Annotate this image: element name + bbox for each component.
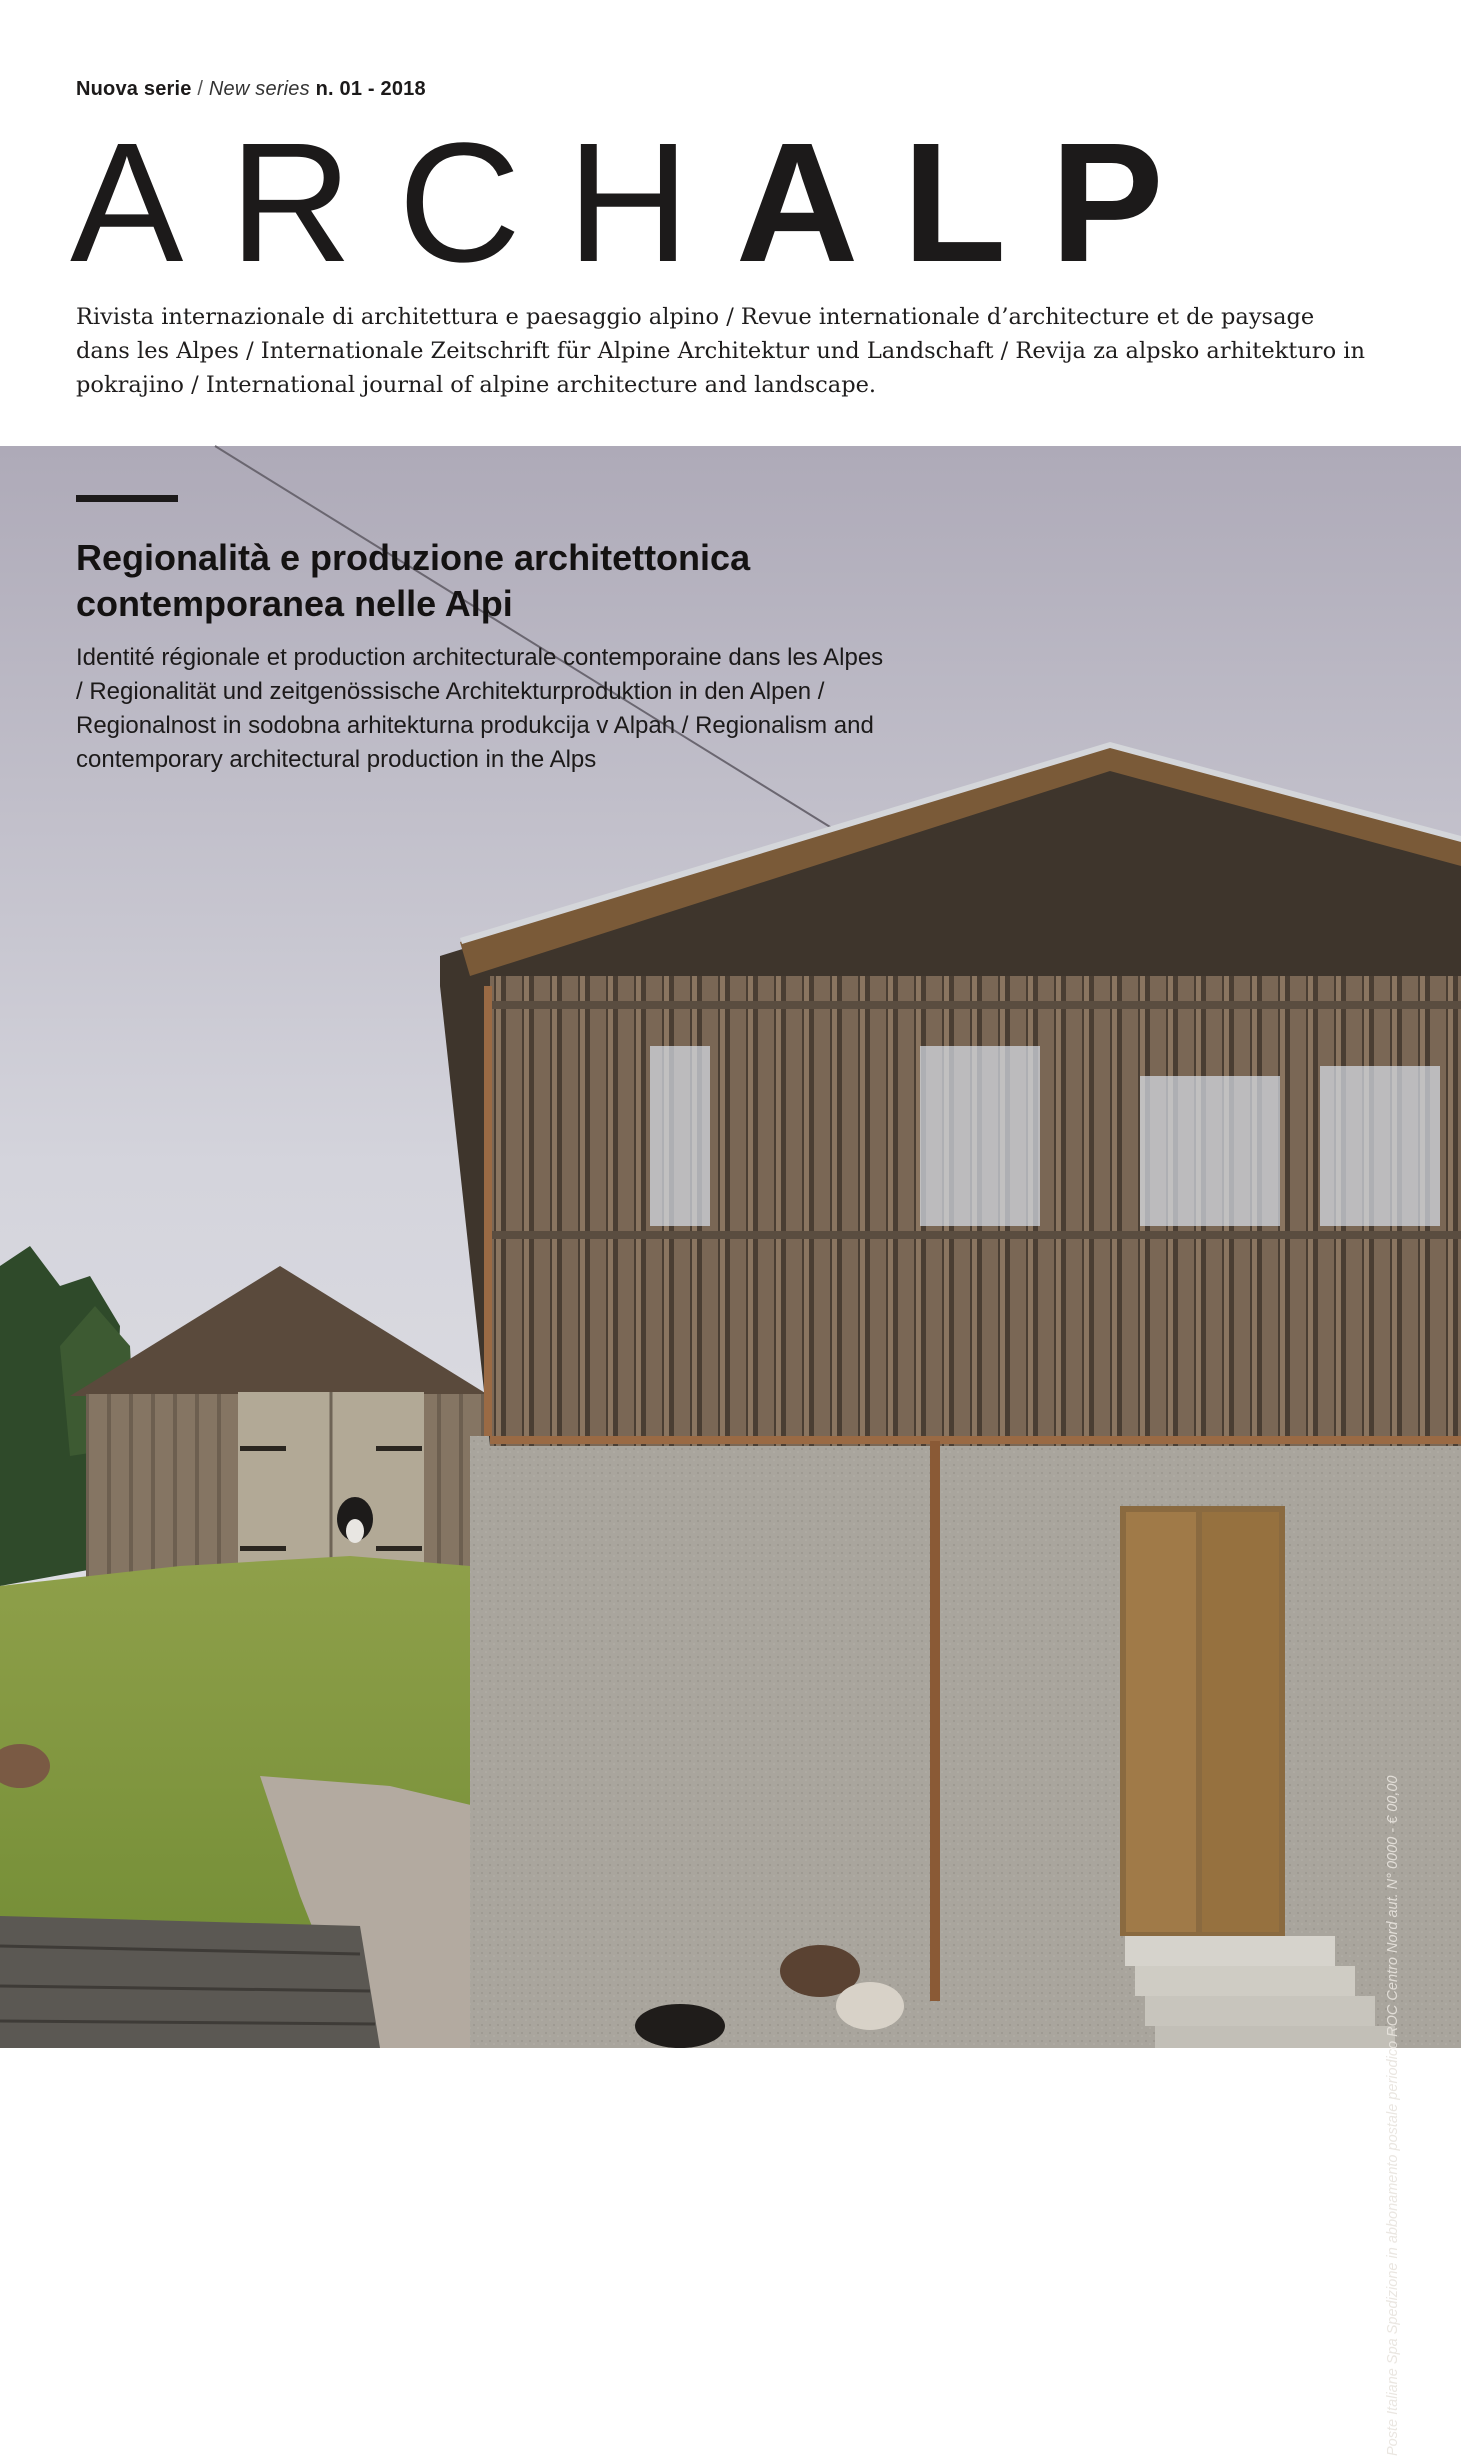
logo-light-part: ARCH bbox=[70, 108, 736, 298]
theme-title: Regionalità e produzione architettonica contemporanea nelle Alpi bbox=[76, 537, 751, 624]
series-label-it: Nuova serie bbox=[76, 78, 192, 100]
issue-line bbox=[76, 78, 426, 101]
cover-header bbox=[0, 0, 1461, 446]
series-label-en: New series bbox=[208, 78, 310, 100]
magazine-subtitle: Rivista internazionale di architettura e paesaggio alpino / Revue internationale d’architecture et de paysage dans les Alpes / Internationale Zeitschrift für Alpine Architektur und Landschaft / Revija za alpsko arhitekturo in pokrajino / International journal of alpine architecture and landscape. bbox=[76, 304, 1365, 398]
series-separator: / bbox=[197, 78, 204, 100]
issue-number: n. 01 - 2018 bbox=[315, 78, 426, 100]
logo-bold-part: ALP bbox=[735, 108, 1208, 298]
magazine-logo bbox=[70, 108, 1208, 298]
headline-rule bbox=[76, 495, 178, 502]
postal-notice: Poste Italiane Spa Spedizione in abbonamento postale periodico ROC Centro Nord aut. N° 0000 - € 00,00 bbox=[1385, 1775, 1401, 2456]
theme-translations: Identité régionale et production architecturale contemporaine dans les Alpes / Regionalität und zeitgenössische Architekturproduktion in den Alpen / Regionalnost in sodobna arhitekturna produkcija v Alpah / Regionalism and contemporary architectural production in the Alps bbox=[76, 644, 884, 773]
